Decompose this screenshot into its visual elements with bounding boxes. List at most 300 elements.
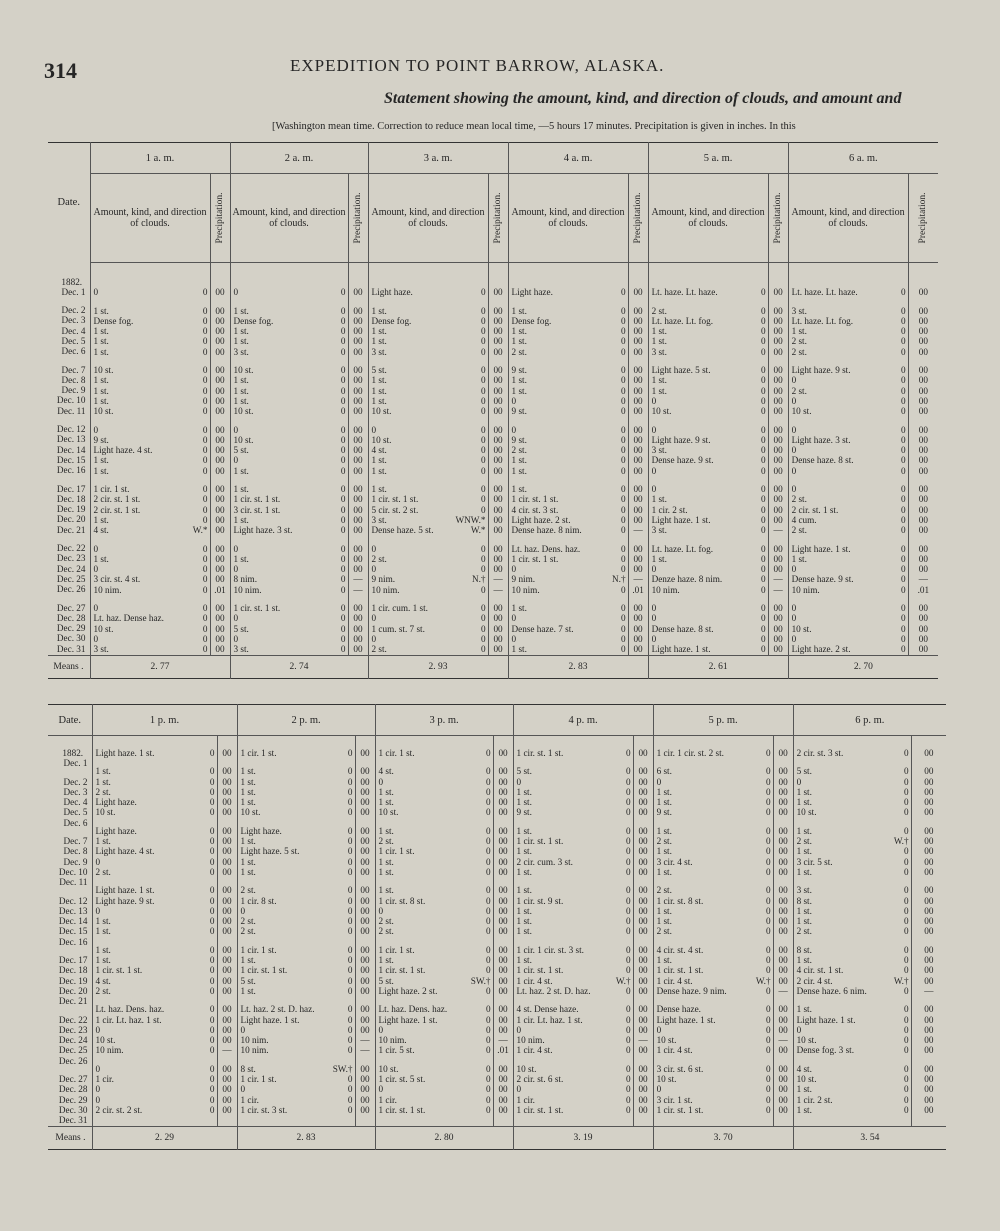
cloud-text: 9 nim. — [511, 574, 536, 585]
cloud-direction: 0 — [625, 807, 631, 818]
cloud-direction: 0 — [765, 1024, 771, 1035]
cloud-entry — [96, 1074, 217, 1084]
cloud-entry — [96, 1045, 217, 1055]
date-label: Dec. 29 — [56, 623, 86, 634]
cloud-direction: 0 — [765, 944, 771, 955]
cloud-direction: 0 — [625, 856, 631, 867]
cloud-direction: 0 — [202, 504, 208, 515]
cloud-direction: 0 — [202, 644, 208, 655]
cloud-text: 4 st. Dense haze. — [516, 1004, 579, 1015]
cloud-text: 1 st. — [93, 514, 109, 525]
cloud-text: 10 st. — [95, 807, 116, 818]
precip-value: 00 — [918, 395, 928, 406]
precip-column — [908, 263, 938, 656]
precip-value: 00 — [353, 553, 363, 564]
precip-value: 00 — [222, 1004, 232, 1015]
precip-value: 00 — [638, 748, 648, 758]
date-label: Dec. 21 — [58, 996, 88, 1007]
cloud-entry — [379, 797, 493, 807]
cloud-text: Dense haze. 8 st. — [791, 455, 854, 466]
precip-value: 00 — [215, 564, 225, 575]
precip-value: 00 — [222, 766, 232, 777]
cloud-entry — [372, 326, 488, 336]
precip-value: 00 — [493, 633, 503, 644]
cloud-direction: 0 — [340, 644, 346, 655]
cloud-text: 0 — [371, 613, 377, 624]
cloud-text: 0 — [95, 905, 101, 916]
precip-value: 00 — [493, 494, 503, 505]
cloud-direction: 0 — [480, 623, 486, 634]
cloud-direction: 0 — [620, 424, 626, 435]
cloud-text: 1 st. — [93, 465, 109, 476]
cloud-entry — [94, 613, 210, 623]
cloud-text: 0 — [656, 1084, 662, 1095]
cloud-entry — [657, 1035, 773, 1045]
date-label: Dec. 17 — [58, 955, 88, 966]
cloud-text: 1 st. — [371, 326, 387, 337]
cloud-text: 3 st. — [651, 445, 667, 456]
cloud-direction: 0 — [900, 603, 906, 614]
cloud-text: 10 st. — [233, 365, 254, 376]
cloud-entry — [657, 986, 773, 996]
cloud-entry — [797, 807, 911, 817]
cloud-entry — [797, 826, 911, 836]
cloud-direction: 0 — [625, 866, 631, 877]
precip-value: 00 — [353, 514, 363, 525]
cloud-direction: WNW.* — [455, 514, 486, 525]
precip-value: 00 — [773, 287, 783, 298]
cloud-text: Dense haze. 9 st. — [791, 574, 854, 585]
date-label: Dec. 16 — [56, 465, 86, 476]
date-label: Dec. 17 — [56, 483, 86, 494]
precip-value: 00 — [924, 965, 934, 976]
cloud-entry — [379, 986, 493, 996]
cloud-direction: 0 — [760, 484, 766, 495]
cloud-text: 5 st. — [240, 975, 256, 986]
precip-value: 00 — [493, 525, 503, 536]
cloud-entry — [797, 836, 911, 846]
cloud-entry — [797, 1045, 911, 1055]
cloud-entry — [797, 955, 911, 965]
cloud-text: 1 cir. st. 1 st. — [378, 1104, 426, 1115]
precip-value: 00 — [353, 543, 363, 554]
precip-value: 00 — [493, 346, 503, 357]
precip-value: 00 — [353, 365, 363, 376]
precip-value: 00 — [778, 1024, 788, 1035]
cloud-entry — [372, 347, 488, 357]
cloud-entry — [797, 916, 911, 926]
cloud-entry — [512, 445, 628, 455]
cloud-direction: 0 — [620, 315, 626, 326]
cloud-direction: 0 — [900, 613, 906, 624]
precip-value: 00 — [773, 305, 783, 316]
cloud-entry — [379, 955, 493, 965]
cloud-entry — [372, 406, 488, 416]
cloud-direction: 0 — [903, 905, 909, 916]
cloud-entry — [792, 435, 908, 445]
cloud-text: 1 st. — [791, 553, 807, 564]
cloud-direction: 0 — [347, 786, 353, 797]
clouds-header: Amount, kind, and direction of clouds. — [90, 174, 210, 263]
cloud-entry — [792, 425, 908, 435]
precip-value: — — [924, 985, 934, 996]
precip-value: 00 — [638, 1074, 648, 1085]
cloud-direction: 0 — [760, 553, 766, 564]
cloud-text: 5 st. — [378, 975, 394, 986]
precip-value: 00 — [498, 895, 508, 906]
cloud-text: 2 st. — [511, 445, 527, 456]
cloud-direction: 0 — [620, 445, 626, 456]
cloud-text: 9 st. — [516, 807, 532, 818]
cloud-direction: 0 — [347, 1094, 353, 1105]
precip-value: — — [360, 1045, 370, 1056]
cloud-text: 1 st. — [371, 455, 387, 466]
cloud-direction: 0 — [340, 574, 346, 585]
cloud-direction: 0 — [900, 584, 906, 595]
cloud-entry — [234, 574, 348, 584]
cloud-text: 1 cir. st. 3 st. — [240, 1104, 288, 1115]
precip-value: 00 — [924, 807, 934, 818]
cloud-text: 0 — [791, 564, 797, 575]
precip-value: 00 — [918, 603, 928, 614]
precip-value: 00 — [222, 786, 232, 797]
precip-value: 00 — [222, 944, 232, 955]
cloud-entry — [372, 613, 488, 623]
cloud-entry — [517, 1025, 633, 1035]
precip-value: 00 — [924, 1045, 934, 1056]
cloud-entry — [652, 287, 768, 297]
precip-value: 00 — [773, 406, 783, 417]
cloud-text: 9 nim. — [371, 574, 396, 585]
precip-value: 00 — [493, 564, 503, 575]
cloud-text: 8 st. — [796, 944, 812, 955]
precip-value: 00 — [924, 1074, 934, 1085]
cloud-entry — [652, 585, 768, 595]
cloud-entry — [517, 885, 633, 895]
cloud-direction: 0 — [340, 484, 346, 495]
precip-value: 00 — [360, 944, 370, 955]
precip-value: 00 — [924, 1035, 934, 1046]
date-label: Dec. 24 — [56, 563, 86, 574]
cloud-direction: 0 — [760, 603, 766, 614]
cloud-text: Dense haze. 9 nim. — [656, 985, 727, 996]
cloud-direction: 0 — [903, 944, 909, 955]
cloud-text: 2 st. — [378, 926, 394, 937]
precip-value: 00 — [215, 494, 225, 505]
cloud-entry — [652, 515, 768, 525]
cloud-entry — [372, 603, 488, 613]
cloud-entry — [241, 787, 355, 797]
cloud-direction: 0 — [202, 564, 208, 575]
date-label: Dec. 22 — [58, 1014, 88, 1025]
mean-value: 2. 70 — [788, 655, 938, 678]
cloud-entry — [379, 945, 493, 955]
cloud-entry — [241, 807, 355, 817]
cloud-entry — [512, 375, 628, 385]
cloud-entry — [517, 846, 633, 856]
precip-value: 00 — [493, 644, 503, 655]
cloud-direction: 0 — [202, 336, 208, 347]
cloud-text: Dense fog. — [93, 315, 134, 326]
cloud-direction: 0 — [347, 955, 353, 966]
cloud-text: 1 st. — [378, 825, 394, 836]
cloud-direction: 0 — [903, 926, 909, 937]
cloud-text: 0 — [511, 395, 517, 406]
cloud-direction: 0 — [620, 484, 626, 495]
precip-value: 00 — [493, 305, 503, 316]
cloud-text: 1 st. — [651, 385, 667, 396]
cloud-text: 2 st. — [791, 385, 807, 396]
cloud-direction: 0 — [485, 895, 491, 906]
cloud-direction: 0 — [480, 613, 486, 624]
cloud-direction: 0 — [209, 797, 215, 808]
cloud-direction: 0 — [625, 885, 631, 896]
cloud-text: Dense fog. — [371, 315, 412, 326]
cloud-text: 8 nim. — [233, 574, 257, 585]
cloud-entry — [241, 797, 355, 807]
precip-value: 00 — [498, 836, 508, 847]
cloud-text: 1 st. — [95, 955, 111, 966]
precip-value: 00 — [918, 455, 928, 466]
precip-value: 00 — [353, 326, 363, 337]
cloud-entry — [372, 544, 488, 554]
precip-value: 00 — [493, 445, 503, 456]
date-label: Dec. 7 — [63, 836, 88, 847]
cloud-direction: 0 — [485, 1024, 491, 1035]
cloud-text: 1 st. — [233, 484, 249, 495]
cloud-text: 1 st. — [656, 797, 672, 808]
cloud-direction: 0 — [765, 1004, 771, 1015]
cloud-entry — [379, 836, 493, 846]
cloud-text: 10 nim. — [511, 584, 540, 595]
cloud-direction: 0 — [903, 1074, 909, 1085]
cloud-direction: 0 — [760, 504, 766, 515]
precip-value: 00 — [215, 305, 225, 316]
precip-value: 00 — [215, 336, 225, 347]
cloud-entry — [657, 846, 773, 856]
precip-value: 00 — [633, 644, 643, 655]
cloud-entry — [517, 826, 633, 836]
cloud-direction: 0 — [480, 603, 486, 614]
cloud-direction: 0 — [202, 395, 208, 406]
cloud-direction: 0 — [765, 965, 771, 976]
cloud-entry — [379, 777, 493, 787]
cloud-entry — [241, 867, 355, 877]
cloud-entry — [96, 867, 217, 877]
cloud-text: 1 cir. Lt. haz. 1 st. — [516, 1014, 583, 1025]
cloud-direction: 0 — [760, 406, 766, 417]
precip-value: 00 — [918, 315, 928, 326]
cloud-text: 10 st. — [93, 406, 114, 417]
precip-value: 00 — [493, 553, 503, 564]
precip-value: 00 — [778, 786, 788, 797]
cloud-direction: 0 — [485, 1045, 491, 1056]
cloud-direction: 0 — [209, 846, 215, 857]
cloud-text: 1 st. — [93, 385, 109, 396]
cloud-entry — [379, 965, 493, 975]
cloud-text: 10 nim. — [516, 1035, 545, 1046]
cloud-entry — [94, 564, 210, 574]
cloud-text: 0 — [651, 633, 657, 644]
cloud-direction: 0 — [900, 305, 906, 316]
precip-value: 00 — [222, 866, 232, 877]
cloud-entry — [94, 347, 210, 357]
precip-value: 00 — [215, 633, 225, 644]
cloud-direction: 0 — [347, 1014, 353, 1025]
cloud-entry — [379, 1105, 493, 1115]
cloud-entry — [792, 306, 908, 316]
precip-value: — — [773, 525, 783, 536]
cloud-direction: 0 — [620, 287, 626, 298]
date-label: Dec. 5 — [63, 807, 88, 818]
cloud-direction: 0 — [202, 514, 208, 525]
cloud-text: 0 — [796, 1024, 802, 1035]
cloud-direction: 0 — [903, 1004, 909, 1015]
cloud-direction: 0 — [900, 644, 906, 655]
cloud-text: 0 — [516, 1084, 522, 1095]
cloud-entry — [657, 1045, 773, 1055]
precip-value: 00 — [773, 336, 783, 347]
cloud-entry — [94, 585, 210, 595]
date-label: Dec. 30 — [58, 1104, 88, 1115]
cloud-entry — [96, 945, 217, 955]
precip-value: 00 — [222, 1094, 232, 1105]
date-label: Dec. 11 — [57, 405, 86, 416]
date-label: Dec. 14 — [58, 916, 88, 927]
cloud-entry — [652, 455, 768, 465]
cloud-text: 10 st. — [233, 434, 254, 445]
cloud-entry — [652, 435, 768, 445]
cloud-direction: N.† — [612, 574, 626, 585]
cloud-entry — [96, 1095, 217, 1105]
mean-value: 2. 74 — [230, 655, 368, 678]
cloud-direction: 0 — [340, 424, 346, 435]
cloud-entry — [241, 1095, 355, 1105]
cloud-text: Light haze. — [371, 287, 413, 298]
date-column — [48, 736, 92, 1127]
precip-value: 00 — [638, 836, 648, 847]
cloud-entry — [512, 644, 628, 654]
date-header: Date. — [48, 705, 92, 736]
cloud-entry — [234, 365, 348, 375]
precip-value: 00 — [222, 1014, 232, 1025]
cloud-direction: 0 — [202, 346, 208, 357]
precip-value: 00 — [773, 465, 783, 476]
cloud-entry — [512, 564, 628, 574]
precip-value: 00 — [918, 424, 928, 435]
cloud-direction: 0 — [625, 895, 631, 906]
precip-value: 00 — [778, 1104, 788, 1115]
precip-value: 00 — [222, 1084, 232, 1095]
cloud-entry — [517, 1045, 633, 1055]
cloud-entry — [94, 544, 210, 554]
cloud-entry — [517, 945, 633, 955]
cloud-entry — [652, 644, 768, 654]
precip-value: 00 — [918, 484, 928, 495]
cloud-text: 0 — [233, 564, 239, 575]
pm-observations-table — [48, 704, 946, 1150]
precip-value: 00 — [215, 445, 225, 456]
precip-value: 00 — [778, 885, 788, 896]
cloud-direction: 0 — [760, 633, 766, 644]
cloud-entry — [657, 748, 773, 758]
cloud-entry — [512, 396, 628, 406]
precip-value: 00 — [918, 543, 928, 554]
precip-value: 00 — [633, 287, 643, 298]
cloud-direction: 0 — [620, 305, 626, 316]
cloud-text: 0 — [511, 564, 517, 575]
date-label: Dec. 26 — [58, 1055, 88, 1066]
cloud-direction: 0 — [340, 633, 346, 644]
precip-value: 00 — [215, 385, 225, 396]
cloud-text: 0 — [240, 1024, 246, 1035]
cloud-text: 10 nim. — [378, 1035, 407, 1046]
precip-value: 00 — [493, 424, 503, 435]
precip-column — [633, 736, 653, 1127]
cloud-entry — [241, 1004, 355, 1014]
precip-value: 00 — [638, 905, 648, 916]
cloud-text: 1 cir. — [516, 1094, 535, 1105]
cloud-text: 1 st. — [93, 336, 109, 347]
cloud-entry — [241, 965, 355, 975]
cloud-direction: 0 — [760, 514, 766, 525]
cloud-text: 1 st. — [378, 856, 394, 867]
precip-value: — — [778, 1035, 788, 1046]
cloud-text: 2 st. — [656, 885, 672, 896]
cloud-direction: 0 — [620, 514, 626, 525]
cloud-direction: 0 — [340, 315, 346, 326]
precip-value: 00 — [638, 926, 648, 937]
cloud-direction: 0 — [480, 633, 486, 644]
cloud-text: 1 st. — [516, 825, 532, 836]
cloud-entry — [517, 787, 633, 797]
date-label: Dec. 1 — [61, 286, 86, 297]
precip-value: 00 — [215, 365, 225, 376]
cloud-text: 1 cir. st. 1 st. — [95, 965, 143, 976]
cloud-entry — [379, 846, 493, 856]
cloud-direction: 0 — [480, 305, 486, 316]
cloud-text: 1 cum. st. 7 st. — [371, 623, 425, 634]
cloud-direction: 0 — [900, 553, 906, 564]
precip-value: 00 — [353, 484, 363, 495]
precip-value: 00 — [215, 574, 225, 585]
cloud-text: 0 — [511, 424, 517, 435]
cloud-text: 0 — [656, 1024, 662, 1035]
precip-value: 00 — [215, 465, 225, 476]
precip-value: 00 — [353, 424, 363, 435]
date-label: Dec. 4 — [61, 325, 86, 336]
precip-value: 00 — [215, 543, 225, 554]
cloud-text: 1 st. — [371, 336, 387, 347]
cloud-entry — [241, 1015, 355, 1025]
cloud-direction: 0 — [900, 346, 906, 357]
cloud-text: 10 nim. — [93, 584, 122, 595]
cloud-text: 1 st. — [93, 455, 109, 466]
cloud-text: 4 st. — [371, 445, 387, 456]
precip-value: 00 — [222, 1074, 232, 1085]
cloud-direction: 0 — [347, 885, 353, 896]
precip-value: 00 — [222, 1104, 232, 1115]
precip-value: 00 — [924, 905, 934, 916]
cloud-entry — [241, 1074, 355, 1084]
cloud-entry — [517, 748, 633, 758]
precip-value: 00 — [498, 1074, 508, 1085]
date-label: Dec. 5 — [61, 335, 86, 346]
cloud-entry — [652, 624, 768, 634]
cloud-entry — [517, 926, 633, 936]
precip-value: 00 — [773, 385, 783, 396]
precip-value: 00 — [638, 944, 648, 955]
